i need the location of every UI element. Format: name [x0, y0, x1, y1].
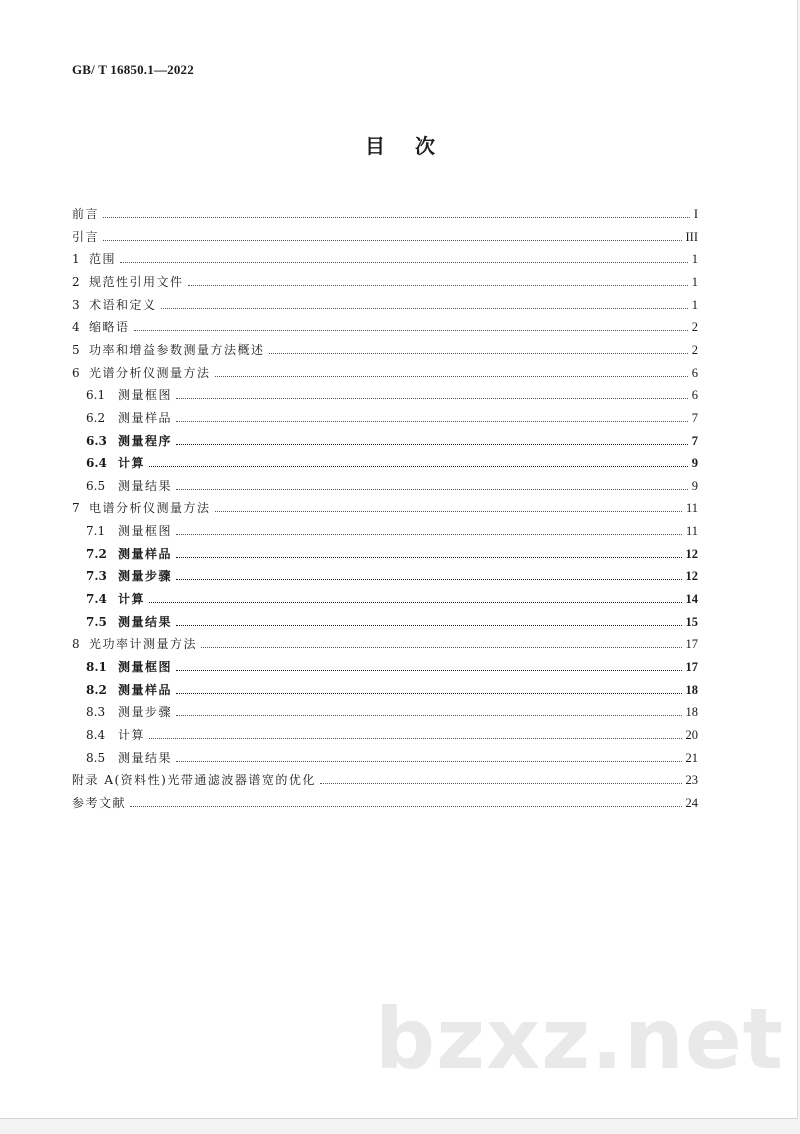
toc-entry-label: 电谱分析仪测量方法 — [89, 501, 211, 516]
toc-leader-dots — [176, 579, 681, 580]
toc-entry-label: 计算 — [118, 727, 146, 742]
toc-entry[interactable] — [72, 633, 698, 651]
toc-entry[interactable] — [86, 520, 698, 538]
toc-entry[interactable] — [86, 565, 698, 583]
toc-leader-dots — [149, 466, 688, 467]
toc-entry[interactable] — [86, 747, 698, 765]
toc-leader-dots — [176, 489, 688, 490]
toc-leader-dots — [161, 308, 688, 309]
toc-entry[interactable] — [86, 656, 698, 674]
toc-entry[interactable] — [72, 339, 698, 357]
toc-entry-label: 测量框图 — [118, 660, 173, 674]
toc-leader-dots — [103, 217, 690, 218]
toc-entry-number: 7.1 — [86, 524, 106, 539]
toc-entry-page: 18 — [685, 682, 698, 697]
toc-entry[interactable] — [86, 724, 698, 742]
toc-entry-label: 测量框图 — [118, 524, 173, 539]
toc-entry[interactable] — [86, 701, 698, 719]
toc-entry-label: 测量结果 — [118, 614, 173, 629]
toc-entry-page: 11 — [685, 524, 698, 539]
toc-leader-dots — [103, 240, 681, 241]
toc-entry-page: 9 — [691, 478, 698, 493]
toc-leader-dots — [176, 421, 688, 422]
toc-leader-dots — [134, 330, 688, 331]
toc-leader-dots — [130, 806, 681, 807]
toc-entry-page: 20 — [685, 727, 698, 742]
toc-entry-page: 14 — [685, 592, 698, 607]
toc-entry-number: 3 — [72, 297, 80, 312]
toc-entry-page: 7 — [691, 410, 698, 425]
toc-leader-dots — [176, 761, 681, 762]
toc-entry[interactable] — [86, 452, 698, 470]
toc-entry-label: 前言 — [72, 207, 100, 221]
toc-entry[interactable] — [72, 226, 698, 244]
toc-leader-dots — [149, 602, 681, 603]
toc-entry-page: 6 — [691, 365, 698, 380]
watermark: bzxz.net — [375, 990, 784, 1088]
toc-entry[interactable] — [86, 475, 698, 493]
toc-entry-number: 8.2 — [86, 682, 107, 697]
toc-entry-page: 2 — [691, 320, 698, 335]
toc-entry-page: 23 — [685, 773, 698, 788]
toc-entry-number: 7.2 — [86, 546, 107, 561]
toc-entry-number: 5 — [72, 342, 80, 357]
toc-entry[interactable] — [72, 497, 698, 515]
toc-entry-label: 参考文献 — [72, 795, 127, 810]
toc-leader-dots — [176, 557, 681, 558]
page-title: 目次 — [365, 134, 465, 158]
toc-entry[interactable] — [86, 407, 698, 425]
toc-entry-page: 1 — [691, 297, 698, 312]
toc-entry-number: 8.4 — [86, 727, 106, 742]
toc-leader-dots — [149, 738, 681, 739]
toc-entry-number: 7.5 — [86, 614, 107, 629]
toc-entry-label: 计算 — [118, 456, 146, 471]
toc-entry[interactable] — [72, 294, 698, 312]
toc-entry-page: 17 — [685, 660, 698, 674]
toc-leader-dots — [176, 444, 688, 445]
toc-entry-label: 测量样品 — [118, 410, 173, 425]
toc-entry[interactable] — [86, 384, 698, 402]
toc-entry-label: 测量程序 — [118, 433, 173, 448]
toc-entry-label: 规范性引用文件 — [89, 274, 184, 289]
toc-leader-dots — [176, 625, 681, 626]
toc-entry-number: 8.3 — [86, 705, 106, 720]
toc-entry-label: 测量步骤 — [118, 569, 173, 584]
toc-entry-page: 9 — [691, 456, 698, 471]
toc-entry-label: 测量结果 — [118, 478, 173, 493]
toc-leader-dots — [188, 285, 688, 286]
toc-entry-label: 测量结果 — [118, 750, 173, 765]
toc-entry-number: 6.2 — [86, 410, 106, 425]
toc-entry-label: 计算 — [118, 592, 146, 607]
toc-entry[interactable] — [72, 316, 698, 334]
toc-entry-number: 6 — [72, 365, 80, 380]
toc-entry-label: 光功率计测量方法 — [89, 637, 198, 652]
toc-leader-dots — [176, 398, 688, 399]
toc-entry-number: 7.3 — [86, 569, 107, 584]
toc-entry-page: 24 — [685, 795, 698, 810]
toc-entry-label: 附录 A(资料性)光带通滤波器谱宽的优化 — [72, 773, 316, 788]
toc-entry[interactable] — [86, 611, 698, 629]
toc-entry[interactable] — [72, 792, 698, 810]
toc-entry-page: 18 — [685, 705, 698, 720]
toc-leader-dots — [176, 693, 681, 694]
toc-leader-dots — [215, 376, 688, 377]
toc-entry-number: 4 — [72, 320, 80, 335]
toc-entry-label: 测量样品 — [118, 546, 173, 561]
toc-entry-page: III — [685, 229, 698, 244]
toc-entry-number: 8.5 — [86, 750, 106, 765]
toc-leader-dots — [201, 647, 681, 648]
toc-entry-label: 缩略语 — [89, 320, 130, 335]
toc-leader-dots — [176, 715, 681, 716]
toc-entry[interactable] — [72, 271, 698, 289]
toc-entry-page: 6 — [691, 388, 698, 403]
toc-entry-page: 17 — [685, 637, 698, 652]
toc-leader-dots — [120, 262, 688, 263]
toc-leader-dots — [320, 783, 682, 784]
toc-entry-number: 2 — [72, 274, 80, 289]
toc-entry-number: 6.5 — [86, 478, 106, 493]
toc-entry-page: 12 — [685, 546, 698, 561]
toc-entry-number: 6.1 — [86, 388, 106, 403]
toc-entry-label: 范围 — [89, 252, 117, 267]
toc-entry-page: 21 — [685, 750, 698, 765]
toc-entry-page: 1 — [691, 252, 698, 267]
toc-entry-label: 测量框图 — [118, 388, 173, 403]
toc-entry[interactable] — [72, 769, 698, 787]
toc-entry-number: 7.4 — [86, 592, 107, 607]
toc-entry-label: 光谱分析仪测量方法 — [89, 365, 211, 380]
toc-entry-page: 7 — [691, 433, 698, 448]
toc-entry-number: 8 — [72, 637, 80, 652]
toc-leader-dots — [215, 511, 682, 512]
toc-entry-number: 6.4 — [86, 456, 107, 471]
toc-entry[interactable] — [86, 430, 698, 448]
toc-entry-label: 功率和增益参数测量方法概述 — [89, 342, 265, 357]
toc-entry-page: I — [693, 207, 698, 221]
standard-id: GB/ T 16850.1—2022 — [72, 62, 194, 77]
toc-entry-page: 2 — [691, 342, 698, 357]
toc-entry-number: 8.1 — [86, 660, 107, 674]
toc-entry-number: 1 — [72, 252, 80, 267]
toc-entry-number: 6.3 — [86, 433, 107, 448]
toc-leader-dots — [176, 534, 682, 535]
toc-entry-number: 7 — [72, 501, 80, 516]
toc-entry-label: 测量样品 — [118, 682, 173, 697]
toc-entry[interactable] — [72, 362, 698, 380]
toc-leader-dots — [269, 353, 688, 354]
toc-leader-dots — [176, 670, 681, 671]
toc-entry[interactable] — [86, 543, 698, 561]
toc-entry-page: 15 — [685, 614, 698, 629]
toc-entry[interactable] — [86, 679, 698, 697]
toc-entry-label: 术语和定义 — [89, 297, 157, 312]
toc-entry-label: 测量步骤 — [118, 705, 173, 720]
toc-entry-page: 11 — [685, 501, 698, 516]
toc-entry-page: 12 — [685, 569, 698, 584]
toc-entry[interactable] — [72, 203, 698, 221]
toc-entry-page: 1 — [691, 274, 698, 289]
toc-entry[interactable] — [72, 248, 698, 266]
toc-entry[interactable] — [86, 588, 698, 606]
toc-entry-label: 引言 — [72, 229, 100, 244]
